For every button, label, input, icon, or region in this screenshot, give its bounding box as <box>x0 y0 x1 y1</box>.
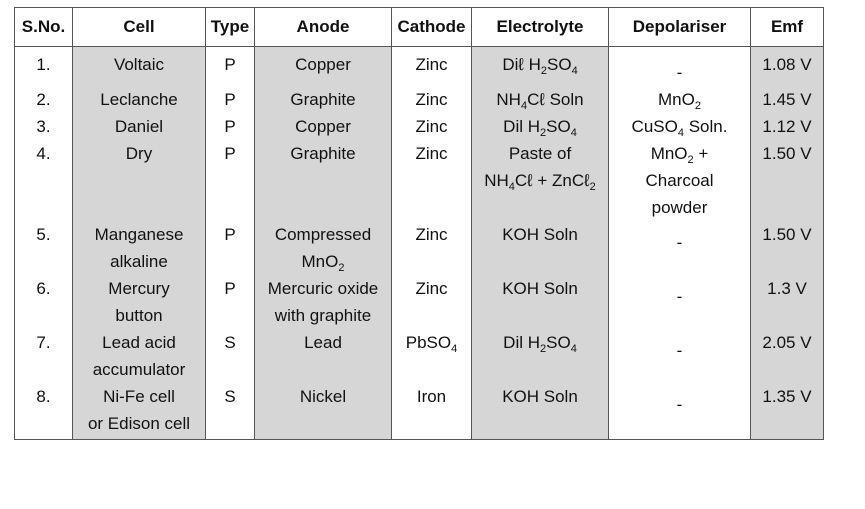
cell-cathode <box>392 113 472 140</box>
cell-type-line: S <box>224 333 236 352</box>
table-row <box>15 140 824 221</box>
cell-anode-line: Nickel <box>299 387 347 406</box>
cell-sno <box>15 275 73 329</box>
cell-depolariser <box>609 383 751 440</box>
cell-emf-line: 1.08 V <box>762 55 812 74</box>
cell-cathode <box>392 383 472 440</box>
cell-anode-line: MnO$_2$ <box>301 252 345 274</box>
cell-name-line: Mercury <box>108 279 170 298</box>
cell-electrolyte-line: $NH_4C\ell$ + ZnCℓ$_2$ <box>484 171 596 193</box>
cell-sno <box>15 47 73 87</box>
cell-name-line: button <box>115 306 163 325</box>
cell-emf-line: 1.50 V <box>762 144 812 163</box>
cell-emf-line: 1.3 V <box>767 279 807 298</box>
cell-anode <box>255 383 392 440</box>
cell-sno-line: 8. <box>36 387 51 406</box>
cell-anode <box>255 329 392 383</box>
cell-cathode <box>392 275 472 329</box>
cell-anode-line: Lead <box>304 333 342 352</box>
cell-type <box>206 329 255 383</box>
cell-electrolyte-line: $NH_4C\ell$ Soln <box>496 90 584 112</box>
cell-name <box>73 113 206 140</box>
header-depolariser: Depolariser <box>609 8 751 47</box>
cell-sno-line: 4. <box>36 144 51 163</box>
cell-name-line: Daniel <box>114 117 164 136</box>
header-row <box>15 8 824 47</box>
cell-anode <box>255 140 392 221</box>
cell-emf-line: 1.50 V <box>762 225 812 244</box>
cell-name <box>73 47 206 87</box>
cell-anode-line: Mercuric oxide <box>267 279 379 298</box>
header-emf: Emf <box>751 8 824 47</box>
cell-name <box>73 275 206 329</box>
cell-cathode-line: Zinc <box>415 117 448 136</box>
header-sno: S.No. <box>15 8 73 47</box>
cell-type-line: P <box>224 55 236 74</box>
cell-cathode <box>392 47 472 87</box>
cell-sno <box>15 86 73 113</box>
cell-electrolyte-line: KOH Soln <box>502 225 578 244</box>
cell-sno-line: 3. <box>36 117 51 136</box>
cell-type-line: S <box>224 387 236 406</box>
cell-type-line: P <box>224 225 236 244</box>
cell-electrolyte <box>472 113 609 140</box>
table-row <box>15 47 824 87</box>
cell-anode-line: Compressed <box>274 225 372 244</box>
cell-name <box>73 221 206 275</box>
cell-cathode <box>392 329 472 383</box>
cell-name-line: Lead acid <box>102 333 176 352</box>
cell-depolariser-line: - <box>676 395 683 414</box>
header-cathode: Cathode <box>392 8 472 47</box>
cell-emf <box>751 383 824 440</box>
cell-emf <box>751 113 824 140</box>
cell-name-line: Manganese <box>94 225 184 244</box>
cell-type <box>206 383 255 440</box>
cell-electrolyte <box>472 47 609 87</box>
cell-type <box>206 47 255 87</box>
cell-name <box>73 383 206 440</box>
cell-cathode <box>392 140 472 221</box>
cell-type <box>206 86 255 113</box>
cell-depolariser-line: powder <box>651 198 708 217</box>
cell-name <box>73 140 206 221</box>
cell-cathode-line: Zinc <box>415 55 448 74</box>
cell-depolariser <box>609 140 751 221</box>
cell-depolariser <box>609 221 751 275</box>
cell-electrolyte-line: Paste of <box>508 144 572 163</box>
cell-sno <box>15 383 73 440</box>
table-row <box>15 221 824 275</box>
cell-cathode-line: Zinc <box>415 279 448 298</box>
cell-emf-line: 1.45 V <box>762 90 812 109</box>
cell-depolariser <box>609 113 751 140</box>
cell-anode <box>255 113 392 140</box>
cell-depolariser-line: CuSO$_4$ Soln. <box>631 117 728 139</box>
cell-anode <box>255 275 392 329</box>
cell-name-line: Ni-Fe cell <box>103 387 175 406</box>
cell-emf <box>751 86 824 113</box>
cell-type <box>206 275 255 329</box>
cell-name <box>73 86 206 113</box>
cell-emf-line: 2.05 V <box>762 333 812 352</box>
header-cell: Cell <box>73 8 206 47</box>
cell-type-line: P <box>224 117 236 136</box>
header-electrolyte: Electrolyte <box>472 8 609 47</box>
cell-name-line: Voltaic <box>113 55 165 74</box>
cell-emf <box>751 329 824 383</box>
cell-name-line: Dry <box>125 144 153 163</box>
cell-name-line: Leclanche <box>100 90 178 109</box>
cells-table <box>14 7 824 440</box>
cell-name-line: accumulator <box>92 360 186 379</box>
cell-depolariser-line: - <box>676 63 683 82</box>
cell-anode-line: Graphite <box>290 144 356 163</box>
cell-type <box>206 221 255 275</box>
cell-depolariser-line: - <box>676 341 683 360</box>
cell-depolariser <box>609 329 751 383</box>
cell-electrolyte <box>472 221 609 275</box>
cell-type-line: P <box>224 279 236 298</box>
cell-electrolyte-line: KOH Soln <box>502 279 578 298</box>
cell-type <box>206 113 255 140</box>
cell-electrolyte <box>472 86 609 113</box>
cell-depolariser-line: Charcoal <box>645 171 714 190</box>
cell-type-line: P <box>224 90 236 109</box>
cell-anode-line: with graphite <box>274 306 372 325</box>
cell-sno-line: 5. <box>36 225 51 244</box>
cell-emf <box>751 275 824 329</box>
table-row <box>15 113 824 140</box>
cell-sno-line: 1. <box>36 55 51 74</box>
cell-cathode-line: Zinc <box>415 144 448 163</box>
cell-electrolyte <box>472 329 609 383</box>
cell-sno <box>15 113 73 140</box>
cell-cathode <box>392 86 472 113</box>
cell-electrolyte-line: KOH Soln <box>502 387 578 406</box>
cell-sno <box>15 221 73 275</box>
table-row <box>15 383 824 440</box>
cell-anode <box>255 86 392 113</box>
cell-emf <box>751 221 824 275</box>
cell-cathode <box>392 221 472 275</box>
cell-depolariser-line: - <box>676 233 683 252</box>
cell-electrolyte-line: Dil $H_2SO_4$ <box>503 117 577 139</box>
header-type: Type <box>206 8 255 47</box>
cell-depolariser <box>609 86 751 113</box>
cell-depolariser-line: - <box>676 287 683 306</box>
cell-emf-line: 1.12 V <box>762 117 812 136</box>
cell-emf <box>751 47 824 87</box>
cell-anode-line: Copper <box>295 117 351 136</box>
cell-anode-line: Copper <box>295 55 351 74</box>
cell-type-line: P <box>224 144 236 163</box>
cell-electrolyte-line: Dil $H_2SO_4$ <box>503 333 577 355</box>
cell-cathode-line: Iron <box>416 387 447 406</box>
cell-sno-line: 6. <box>36 279 51 298</box>
table-row <box>15 329 824 383</box>
cell-depolariser-line: MnO$_2$ + <box>650 144 709 166</box>
cell-name-line: alkaline <box>110 252 168 271</box>
cell-type <box>206 140 255 221</box>
cell-sno <box>15 140 73 221</box>
cell-electrolyte <box>472 275 609 329</box>
cell-sno-line: 2. <box>36 90 51 109</box>
cell-depolariser <box>609 47 751 87</box>
cell-sno <box>15 329 73 383</box>
cell-electrolyte-line: Diℓ $H_2SO_4$ <box>502 55 578 77</box>
cell-anode <box>255 221 392 275</box>
cell-depolariser-line: MnO$_2$ <box>658 90 701 112</box>
table-row <box>15 275 824 329</box>
cell-emf-line: 1.35 V <box>762 387 812 406</box>
cell-cathode-line: Zinc <box>415 90 448 109</box>
cell-anode <box>255 47 392 87</box>
cell-electrolyte <box>472 383 609 440</box>
cell-name-line: or Edison cell <box>87 414 191 433</box>
cell-cathode-line: PbSO$_4$ <box>405 333 458 355</box>
cell-emf <box>751 140 824 221</box>
cell-name <box>73 329 206 383</box>
cell-electrolyte <box>472 140 609 221</box>
cell-cathode-line: Zinc <box>415 225 448 244</box>
header-anode: Anode <box>255 8 392 47</box>
cell-depolariser <box>609 275 751 329</box>
cell-anode-line: Graphite <box>290 90 356 109</box>
table-row <box>15 86 824 113</box>
cell-sno-line: 7. <box>36 333 51 352</box>
